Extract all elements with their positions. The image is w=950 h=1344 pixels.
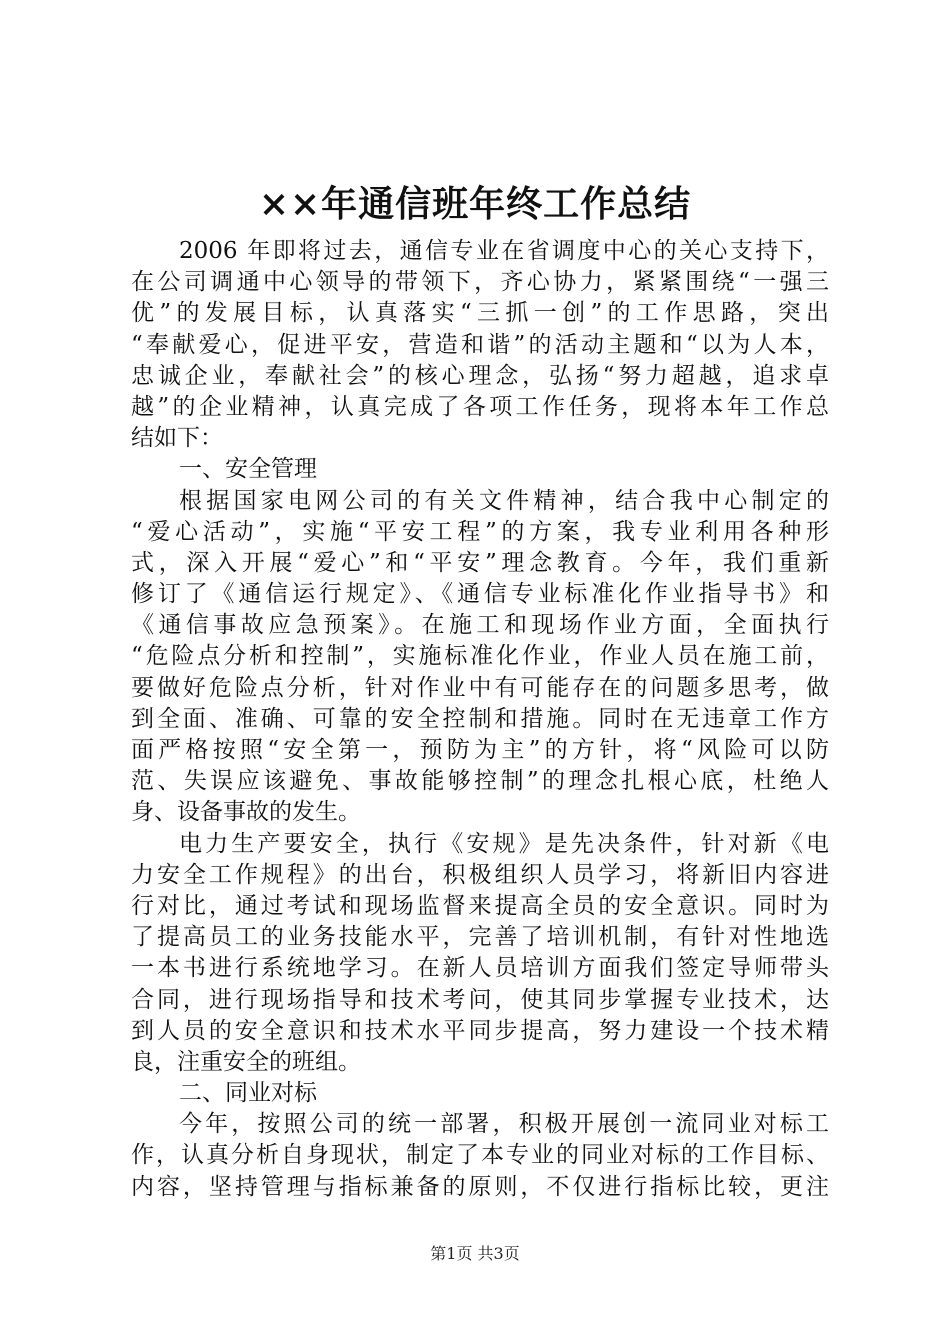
text-line: 内容，坚持管理与指标兼备的原则，不仅进行指标比较，更注 — [131, 1173, 829, 1200]
text-line: 良，注重安全的班组。 — [131, 1048, 361, 1075]
page-title: ××年通信班年终工作总结 — [258, 183, 692, 225]
text-line: 范、失误应该避免、事故能够控制”的理念扎根心底，杜绝人 — [131, 768, 829, 795]
text-line: 要做好危险点分析，针对作业中有可能存在的问题多思考，做 — [131, 674, 829, 701]
section-heading: 二、同业对标 — [179, 1080, 317, 1107]
text-line: “爱心活动”，实施“平安工程”的方案，我专业利用各种形 — [131, 518, 829, 545]
text-line: 忠诚企业，奉献社会”的核心理念，弘扬“努力超越，追求卓 — [131, 362, 829, 389]
text-line: 《通信事故应急预案》。在施工和现场作业方面，全面执行 — [131, 612, 829, 639]
page-footer: 第1页 共3页 — [430, 1244, 520, 1263]
text-line: 越”的企业精神，认真完成了各项工作任务，现将本年工作总 — [131, 393, 829, 420]
text-line: 到全面、准确、可靠的安全控制和措施。同时在无违章工作方 — [131, 705, 829, 732]
text-line: 电力生产要安全，执行《安规》是先决条件，针对新《电 — [179, 830, 829, 857]
text-line: 一本书进行系统地学习。在新人员培训方面我们签定导师带头 — [131, 955, 829, 982]
text-line: 结如下： — [131, 425, 223, 452]
text-line: “危险点分析和控制”，实施标准化作业，作业人员在施工前， — [131, 643, 829, 670]
text-line: 修订了《通信运行规定》、《通信专业标准化作业指导书》和 — [131, 581, 829, 608]
text-line: 面严格按照“安全第一，预防为主”的方针，将“风险可以防 — [131, 737, 829, 763]
text-line: 作，认真分析自身现状，制定了本专业的同业对标的工作目标、 — [131, 1142, 829, 1169]
text-line: 力安全工作规程》的出台，积极组织人员学习，将新旧内容进 — [131, 861, 829, 888]
text-line: 优”的发展目标，认真落实“三抓一创”的工作思路，突出 — [131, 300, 829, 327]
text-line: 合同，进行现场指导和技术考问，使其同步掌握专业技术，达 — [131, 986, 829, 1013]
text-line: 今年，按照公司的统一部署，积极开展创一流同业对标工 — [179, 1111, 829, 1138]
text-line: 根据国家电网公司的有关文件精神，结合我中心制定的 — [179, 487, 829, 514]
text-line: 在公司调通中心领导的带领下，齐心协力，紧紧围绕“一强三 — [131, 269, 829, 296]
text-line: 行对比，通过考试和现场监督来提高全员的安全意识。同时为 — [131, 892, 829, 919]
text-line: 到人员的安全意识和技术水平同步提高，努力建设一个技术精 — [131, 1017, 829, 1044]
document-body — [131, 236, 829, 1203]
text-line: 式，深入开展“爱心”和“平安”理念教育。今年，我们重新 — [131, 549, 829, 576]
text-line: 2006 年即将过去，通信专业在省调度中心的关心支持下， — [179, 238, 829, 264]
section-heading: 一、安全管理 — [179, 456, 317, 483]
text-line: “奉献爱心，促进平安，营造和谐”的活动主题和“以为人本， — [131, 331, 829, 358]
text-line: 身、设备事故的发生。 — [131, 799, 361, 826]
text-line: 了提高员工的业务技能水平，完善了培训机制，有针对性地选 — [131, 924, 829, 951]
